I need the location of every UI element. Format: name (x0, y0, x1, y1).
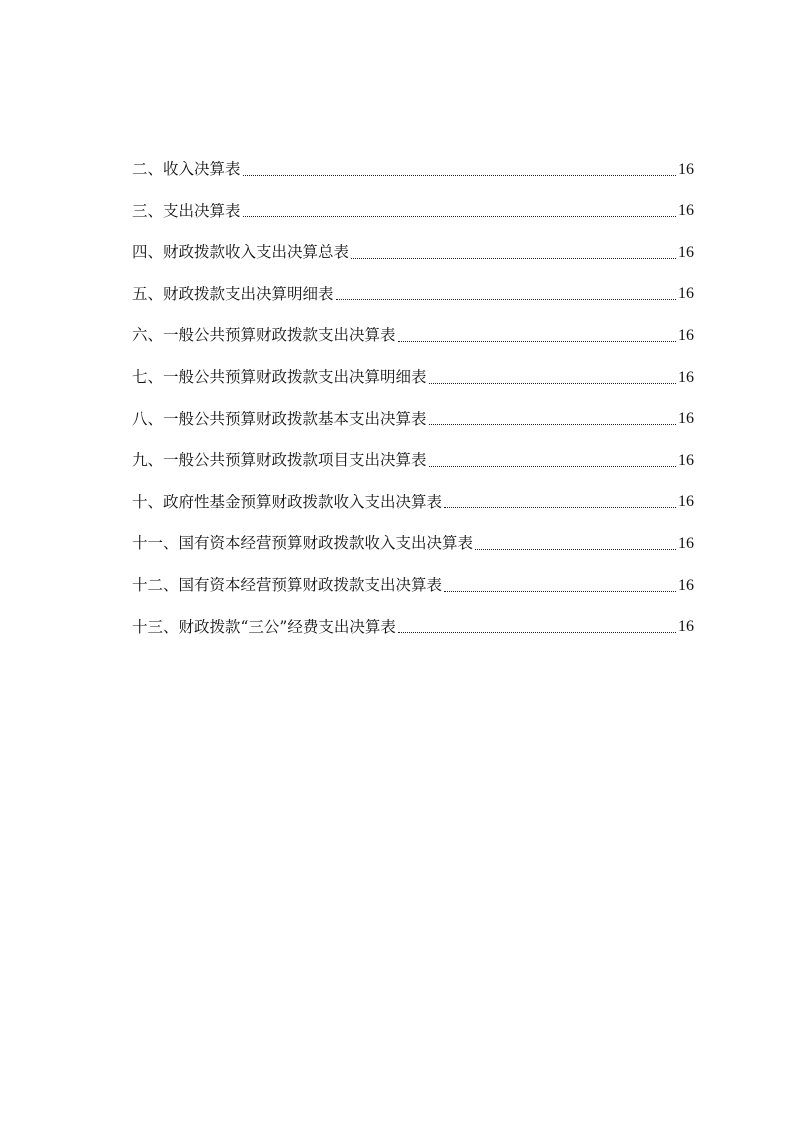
toc-dot-leader (444, 507, 676, 508)
toc-entry[interactable] (132, 225, 694, 267)
toc-entry-title: 三、支出决算表 (132, 201, 241, 220)
toc-entry-title: 二、收入决算表 (132, 160, 241, 179)
toc-entry[interactable] (132, 184, 694, 226)
toc-dot-leader (243, 216, 676, 217)
toc-entry-title: 六、一般公共预算财政拨款支出决算表 (132, 326, 396, 345)
toc-entry[interactable] (132, 558, 694, 600)
toc-entry[interactable] (132, 392, 694, 434)
toc-dot-leader (351, 258, 676, 259)
toc-dot-leader (475, 549, 676, 550)
toc-entry-title: 十一、国有资本经营预算财政拨款收入支出决算表 (132, 534, 474, 553)
toc-entry-page: 16 (678, 202, 694, 220)
toc-entry-title: 十三、财政拨款“三公”经费支出决算表 (132, 617, 396, 636)
table-of-contents (132, 142, 694, 641)
toc-dot-leader (336, 299, 676, 300)
toc-entry-page: 16 (678, 285, 694, 303)
toc-entry-title: 十二、国有资本经营预算财政拨款支出决算表 (132, 576, 443, 595)
toc-entry[interactable] (132, 142, 694, 184)
toc-entry[interactable] (132, 600, 694, 642)
toc-entry[interactable] (132, 433, 694, 475)
toc-dot-leader (398, 341, 676, 342)
toc-entry[interactable] (132, 350, 694, 392)
toc-entry[interactable] (132, 267, 694, 309)
toc-entry-page: 16 (678, 243, 694, 261)
toc-entry-title: 五、财政拨款支出决算明细表 (132, 284, 334, 303)
toc-entry-page: 16 (678, 576, 694, 594)
toc-entry-page: 16 (678, 618, 694, 636)
toc-dot-leader (429, 466, 676, 467)
toc-entry-page: 16 (678, 368, 694, 386)
toc-entry[interactable] (132, 475, 694, 517)
toc-entry-page: 16 (678, 326, 694, 344)
toc-dot-leader (429, 424, 676, 425)
toc-entry-title: 四、财政拨款收入支出决算总表 (132, 243, 350, 262)
toc-entry[interactable] (132, 308, 694, 350)
toc-dot-leader (243, 175, 676, 176)
toc-entry-page: 16 (678, 410, 694, 428)
toc-entry-page: 16 (678, 493, 694, 511)
toc-entry-title: 九、一般公共预算财政拨款项目支出决算表 (132, 451, 427, 470)
toc-entry-title: 十、政府性基金预算财政拨款收入支出决算表 (132, 492, 443, 511)
toc-entry-page: 16 (678, 160, 694, 178)
toc-entry-page: 16 (678, 534, 694, 552)
toc-dot-leader (444, 591, 676, 592)
toc-entry-title: 七、一般公共预算财政拨款支出决算明细表 (132, 368, 427, 387)
toc-entry-title: 八、一般公共预算财政拨款基本支出决算表 (132, 409, 427, 428)
toc-dot-leader (429, 383, 676, 384)
toc-dot-leader (398, 632, 676, 633)
toc-entry-page: 16 (678, 451, 694, 469)
toc-entry[interactable] (132, 516, 694, 558)
